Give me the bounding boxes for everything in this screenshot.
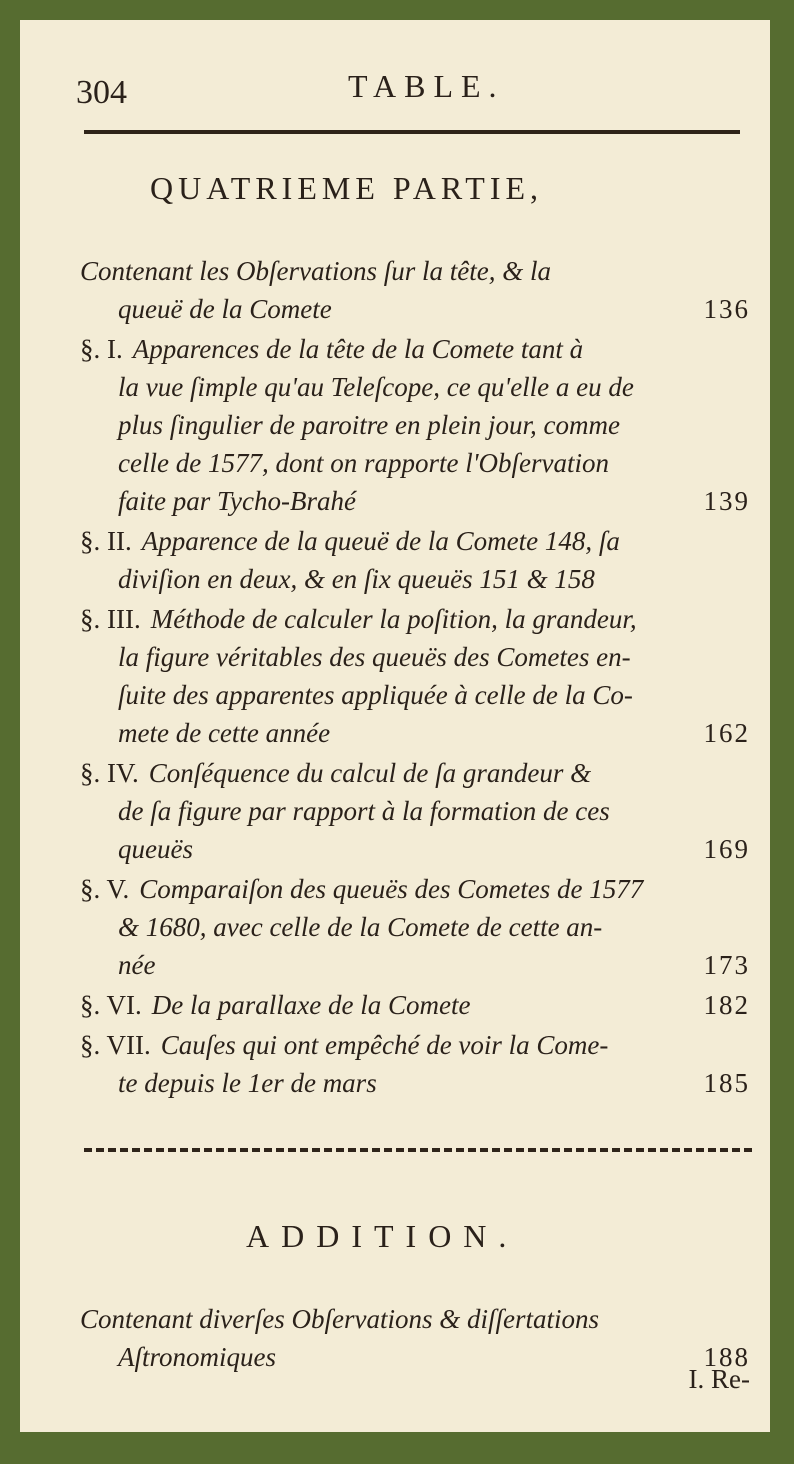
toc-line: §. VI. De la parallaxe de la Comete 182 xyxy=(80,990,750,1020)
toc-line: ſuite des apparentes appliquée à celle de la Co- xyxy=(118,680,633,710)
page-ref: 169 xyxy=(703,834,750,864)
section-number: §. I. xyxy=(80,334,123,364)
toc-line: te depuis le 1er de mars 185 xyxy=(118,1068,750,1098)
toc-line: diviſion en deux, & en ſix queuës 151 & 158 xyxy=(118,564,595,594)
page-ref: 185 xyxy=(703,1068,750,1098)
toc-line: mete de cette année 162 xyxy=(118,718,750,748)
addition-title: ADDITION. xyxy=(246,1218,519,1254)
toc-line: faite par Tycho-Brahé 139 xyxy=(118,486,750,516)
page-ref: 188 xyxy=(703,1342,750,1372)
page-ref: 173 xyxy=(703,950,750,980)
catchword: I. Re- xyxy=(688,1364,750,1394)
toc-line: la figure véritables des queuës des Cometes en- xyxy=(118,642,631,672)
toc-line: §. I. Apparences de la tête de la Comete tant à xyxy=(80,334,584,364)
page-number: 304 xyxy=(76,74,127,111)
toc-line: plus ſingulier de paroitre en plein jour, comme xyxy=(118,410,620,440)
toc-line: §. III. Méthode de calculer la poſition, la grandeur, xyxy=(80,604,637,634)
toc-line: Contenant les Obſervations ſur la tête, & la xyxy=(80,256,551,286)
toc-line: queuës 169 xyxy=(118,834,750,864)
page-ref: 139 xyxy=(703,486,750,516)
toc-line: §. IV. Conſéquence du calcul de ſa grandeur & xyxy=(80,758,592,788)
toc-line: la vue ſimple qu'au Teleſcope, ce qu'elle a eu de xyxy=(118,372,634,402)
running-head: TABLE. xyxy=(348,68,505,104)
section-number: §. V. xyxy=(80,874,130,904)
toc-line: née 173 xyxy=(118,950,750,980)
section-number: §. VI. xyxy=(80,990,142,1020)
page-ref: 162 xyxy=(703,718,750,748)
page-ref: 182 xyxy=(703,990,750,1020)
addition-line: Aſtronomiques 188 xyxy=(118,1342,750,1372)
section-number: §. IV. xyxy=(80,758,139,788)
toc-line: & 1680, avec celle de la Comete de cette an- xyxy=(118,912,603,942)
toc-line: celle de 1577, dont on rapporte l'Obſervation xyxy=(118,448,609,478)
toc-line: queuë de la Comete 136 xyxy=(118,294,750,324)
header-rule xyxy=(84,130,740,134)
section-number: §. VII. xyxy=(80,1030,151,1060)
toc-line: §. VII. Cauſes qui ont empêché de voir la Come- xyxy=(80,1030,609,1060)
toc-line: §. V. Comparaiſon des queuës des Cometes de 1577 xyxy=(80,874,644,904)
book-page xyxy=(20,20,770,1432)
section-number: §. II. xyxy=(80,526,132,556)
page-ref: 136 xyxy=(703,294,750,324)
section-divider xyxy=(84,1148,752,1152)
part-title: QUATRIEME PARTIE, xyxy=(150,170,544,206)
toc-line: de ſa figure par rapport à la formation de ces xyxy=(118,796,610,826)
toc-line: §. II. Apparence de la queuë de la Comete 148, ſa xyxy=(80,526,620,556)
addition-line: Contenant diverſes Obſervations & diſſertations xyxy=(80,1304,599,1334)
section-number: §. III. xyxy=(80,604,141,634)
